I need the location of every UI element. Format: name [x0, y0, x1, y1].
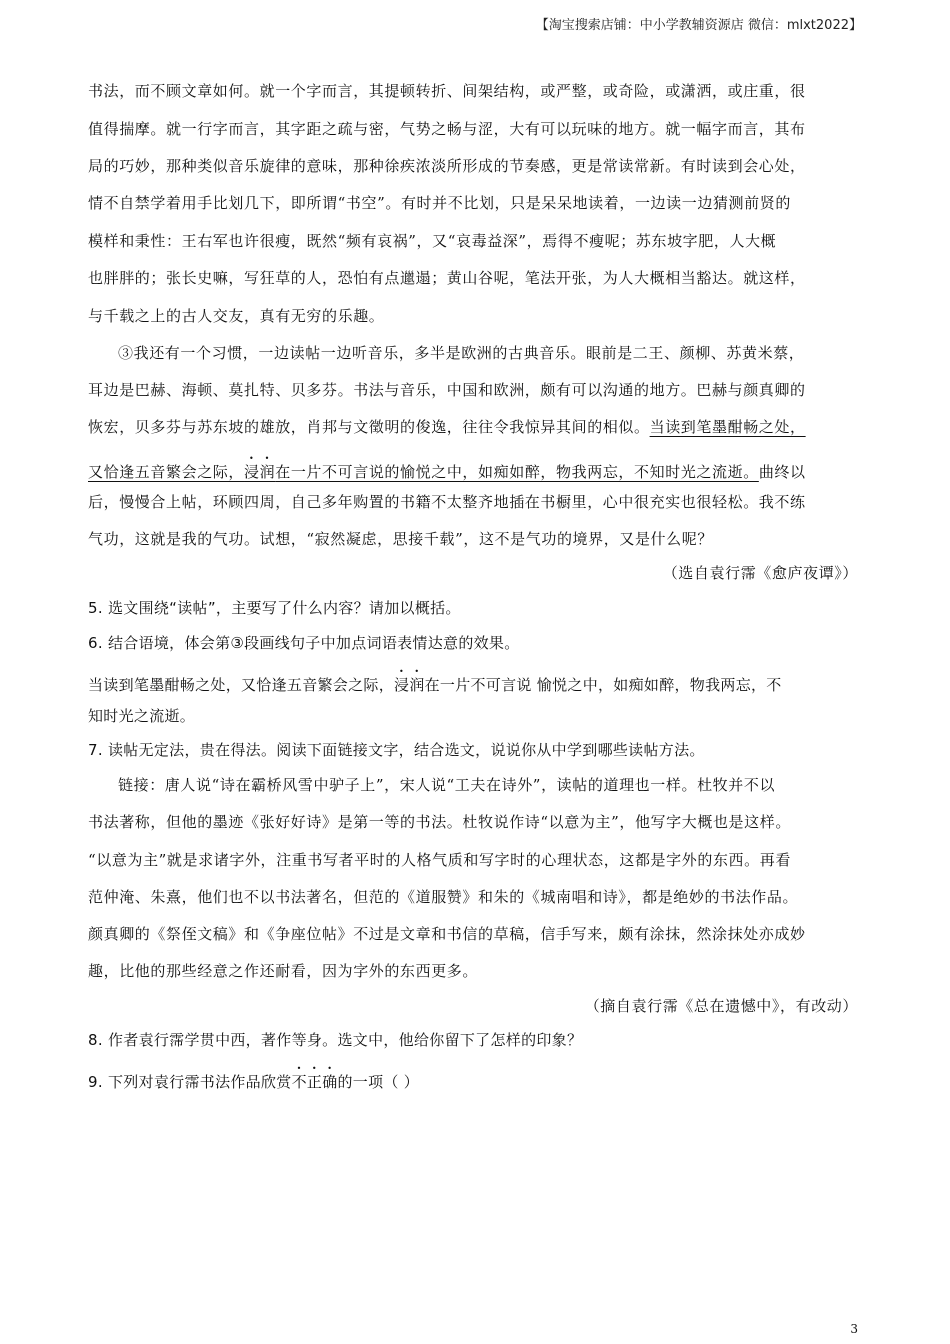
- link-line: 书法著称，但他的墨迹《张好好诗》是第一等的书法。杜牧说作诗“以意为主”，他写字大概也是这样。: [88, 813, 791, 831]
- underlined-sentence: 在一片不可言说的愉悦之中，如痴如醉，物我两忘，不知时光之流逝。: [275, 463, 759, 481]
- question-6-quote: 当读到笔墨酣畅之处，又恰逢五音繁会之际，浸润在一片不可言说 愉悦之中，如痴如醉，物我两忘，不: [88, 676, 782, 694]
- passage-line: 也胖胖的；张长史嘛，写狂草的人，恐怕有点邋遢；黄山谷呢，笔法开张，为人大概相当豁达。就这样，: [88, 269, 806, 287]
- passage-line: 与千载之上的古人交友，真有无穷的乐趣。: [88, 307, 385, 325]
- question-8: 8. 作者袁行霈学贯中西，著作等身。选文中，他给你留下了怎样的印象？: [88, 1031, 583, 1049]
- question-7: 7. 读帖无定法，贵在得法。阅读下面链接文字，结合选文，说说你从中学到哪些读帖方法。: [88, 741, 705, 759]
- question-6: 6. 结合语境，体会第③段画线句子中加点词语表情达意的效果。: [88, 634, 520, 652]
- page-header: 【淘宝搜索店铺：中小学教辅资源店 微信：mlxt2022】: [535, 18, 862, 33]
- question-9: 9. 下列对袁行霈书法作品欣赏不正确的一项（ ）: [88, 1073, 420, 1091]
- dotted-word: 浸润: [244, 463, 276, 481]
- passage-line: 书法，而不顾文章如何。就一个字而言，其提顿转折、间架结构，或严整，或奇险，或潇洒，或庄重，很: [88, 82, 806, 100]
- dotted-word: 浸润: [394, 676, 425, 694]
- passage-line: [88, 416, 858, 437]
- passage-line: 值得揣摩。就一行字而言，其字距之疏与密，气势之畅与涩，大有可以玩味的地方。就一幅字而言，其布: [88, 120, 806, 138]
- page-number: 3: [850, 1322, 858, 1336]
- link-source: （摘自袁行霈《总在遗憾中》，有改动）: [584, 997, 858, 1015]
- passage-line: 气功，这就是我的气功。试想，“寂然凝虑，思接千载”，这不是气功的境界，又是什么呢？: [88, 530, 713, 548]
- passage-line: 模样和秉性：王右军也许很瘦，既然“频有哀祸”，又“哀毒益深”，焉得不瘦呢；苏东坡字肥，人大概: [88, 232, 777, 250]
- question-5: 5. 选文围绕“读帖”，主要写了什么内容？请加以概括。: [88, 599, 461, 617]
- plain-text: 曲终以: [758, 463, 806, 481]
- passage-line: 情不自禁学着用手比划几下，即所谓“书空”。有时并不比划，只是呆呆地读着，一边读一边猜测前贤的: [88, 194, 791, 212]
- question-6-quote: 知时光之流逝。: [88, 707, 196, 725]
- link-line: 范仲淹、朱熹，他们也不以书法著名，但范的《道服赞》和朱的《城南唱和诗》，都是绝妙的书法作品。: [88, 888, 799, 906]
- underlined-sentence: 当读到笔墨酣畅之处，: [649, 418, 806, 436]
- passage-line: 后，慢慢合上帖，环顾四周，自己多年购置的书籍不太整齐地插在书橱里，心中很充实也很轻松。我不练: [88, 493, 806, 511]
- dotted-word: 不正确: [291, 1073, 338, 1091]
- passage-line: 局的巧妙，那种类似音乐旋律的意味，那种徐疾浓淡所形成的节奏感，更是常读常新。有时读到会心处，: [88, 157, 806, 175]
- passage-line: [88, 454, 858, 482]
- plain-text: 恢宏，贝多芬与苏东坡的雄放，肖邦与文徵明的俊逸，往往令我惊异其间的相似。: [88, 418, 650, 436]
- underlined-sentence: 又恰逢五音繁会之际，: [88, 463, 245, 481]
- link-line: 趣，比他的那些经意之作还耐看，因为字外的东西更多。: [88, 962, 479, 980]
- passage-line: ③我还有一个习惯，一边读帖一边听音乐，多半是欧洲的古典音乐。眼前是二王、颜柳、苏黄米蔡，: [118, 344, 805, 362]
- link-line: 链接：唐人说“诗在霸桥风雪中驴子上”，宋人说“工夫在诗外”，读帖的道理也一样。杜牧并不以: [118, 776, 776, 794]
- link-line: 颜真卿的《祭侄文稿》和《争座位帖》不过是文章和书信的草稿，信手写来，颇有涂抹，然涂抹处亦成妙: [88, 925, 806, 943]
- passage-line: 耳边是巴赫、海顿、莫扎特、贝多芬。书法与音乐，中国和欧洲，颇有可以沟通的地方。巴赫与颜真卿的: [88, 381, 806, 399]
- link-line: “以意为主”就是求诸字外，注重书写者平时的人格气质和写字时的心理状态，这都是字外的东西。再看: [88, 851, 791, 869]
- passage-source: （选自袁行霈《愈庐夜谭》）: [662, 564, 858, 582]
